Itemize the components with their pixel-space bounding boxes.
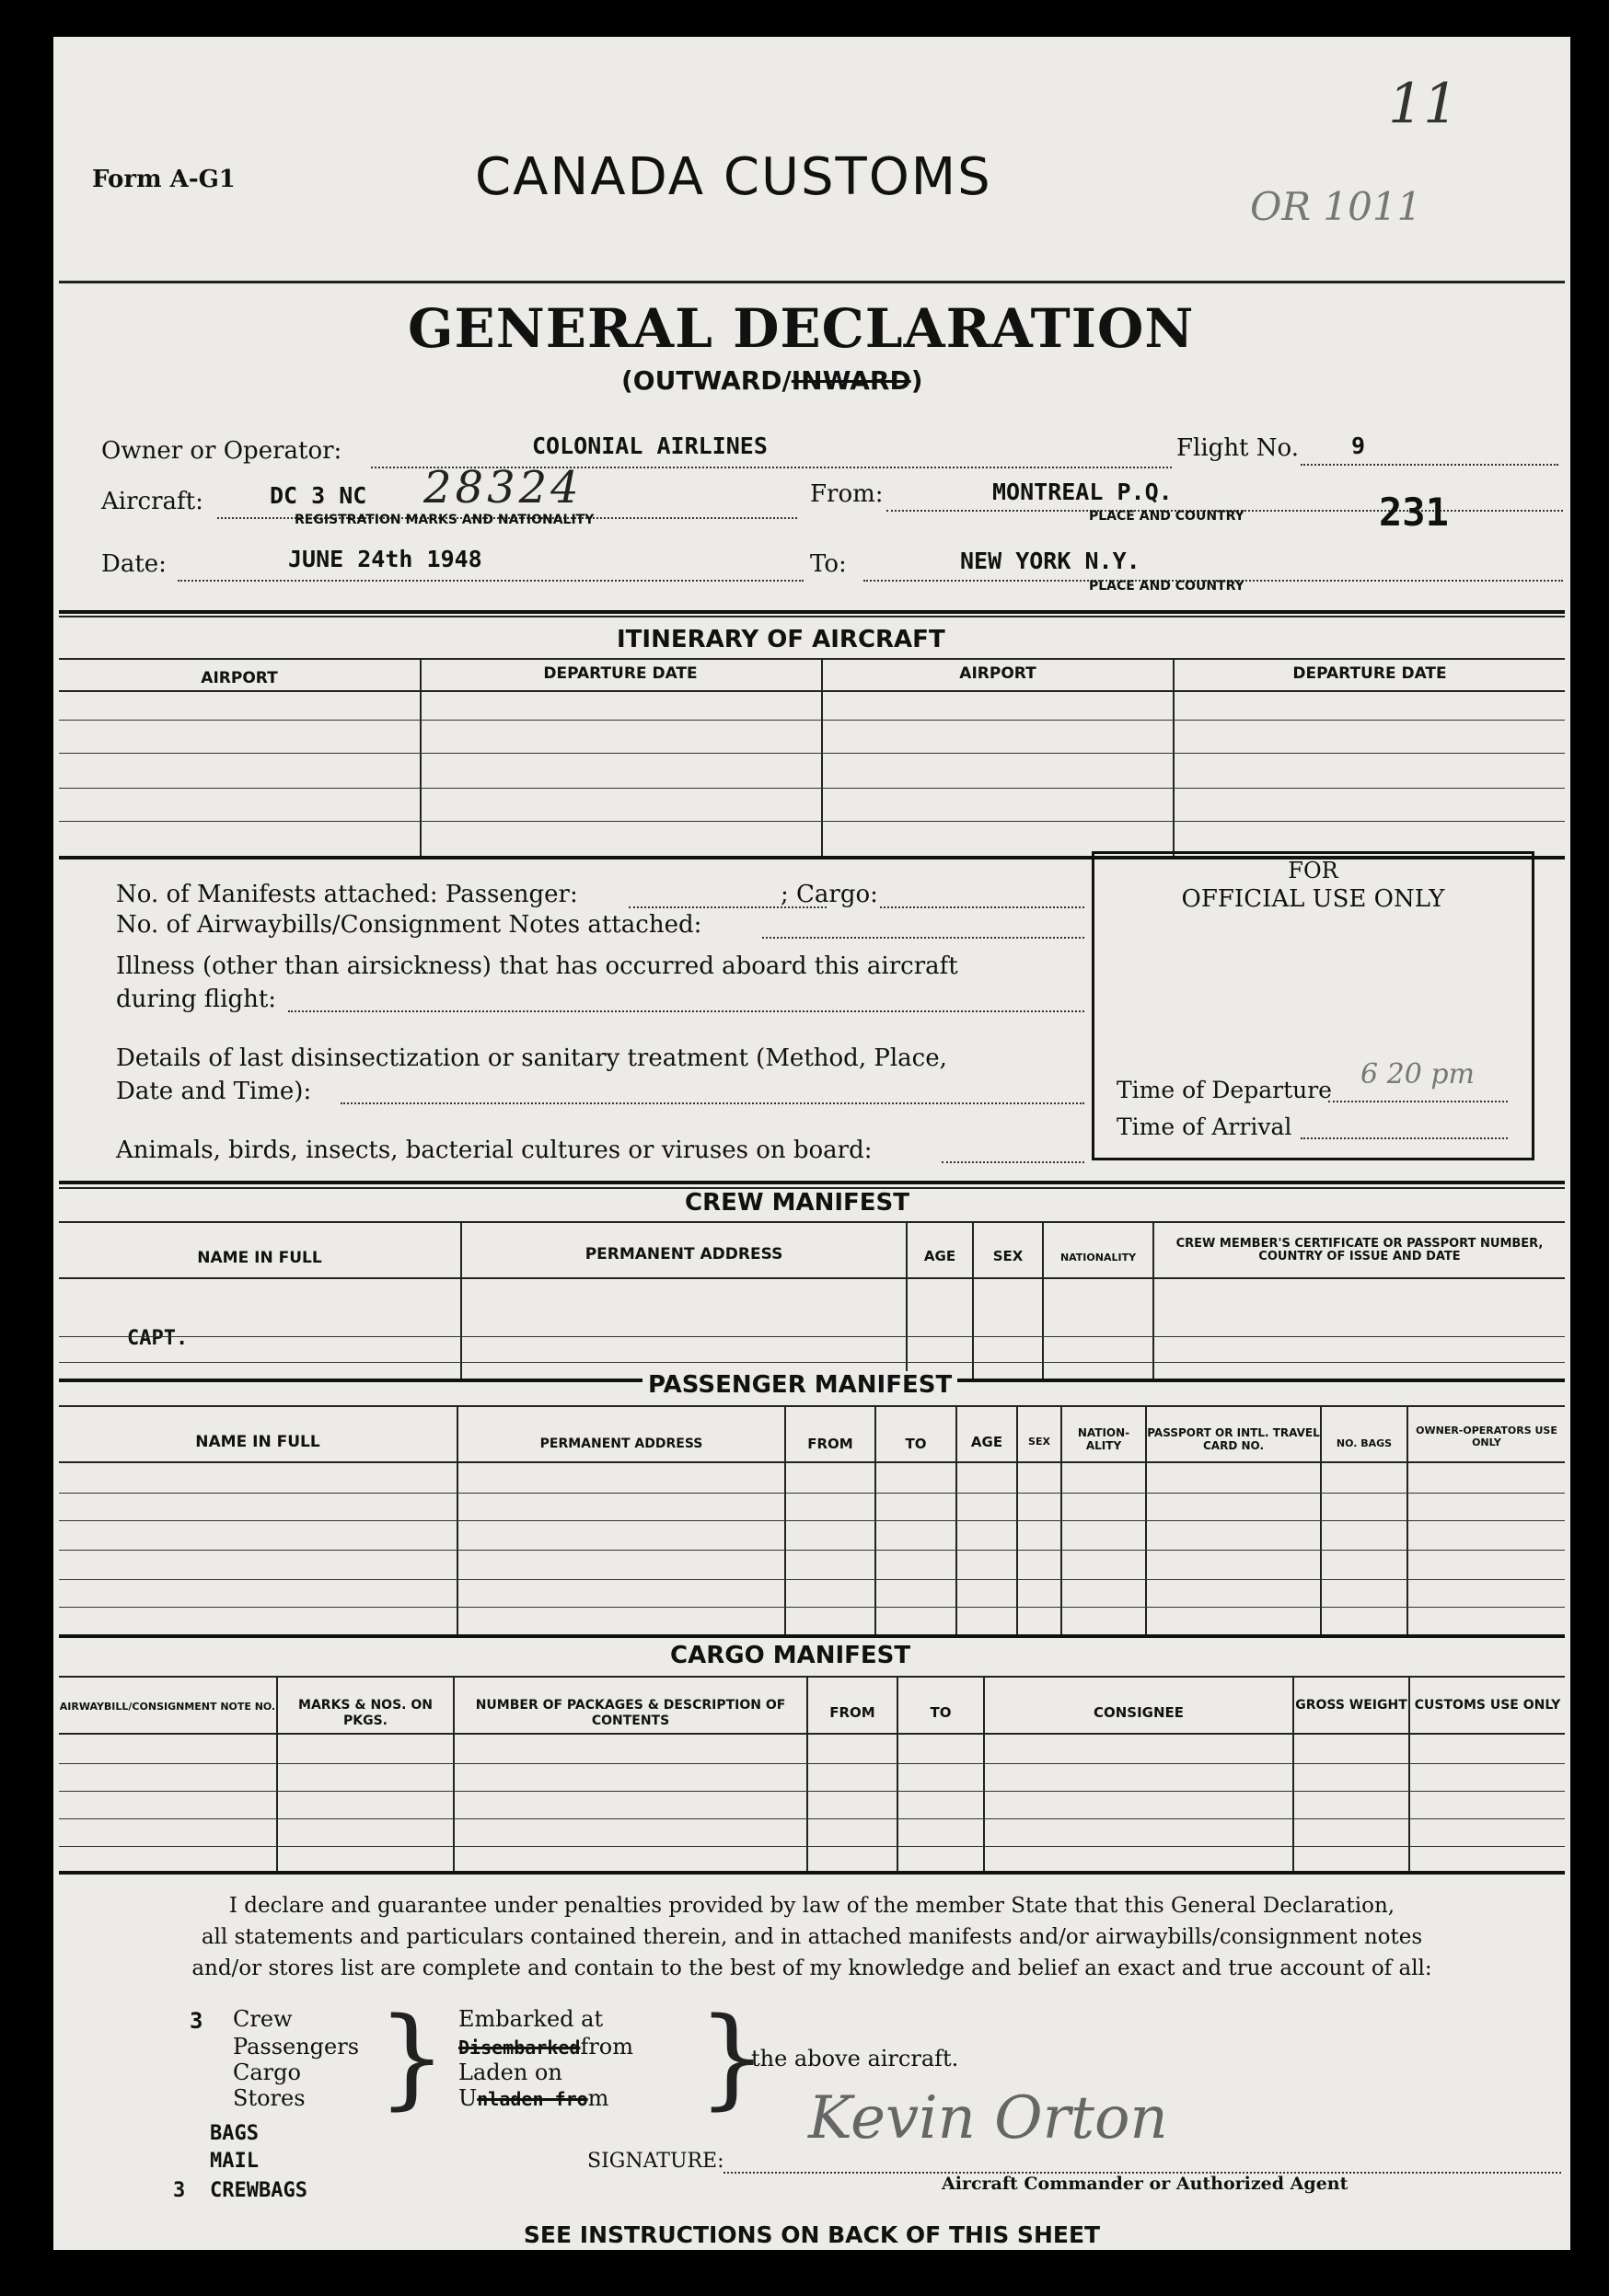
grid-line: [897, 1678, 898, 1871]
crew-title: CREW MANIFEST: [685, 1189, 910, 1217]
crew-col-name: NAME IN FULL: [197, 1249, 322, 1267]
signature-value: Kevin Orton: [808, 2084, 1168, 2152]
grid-line: [983, 1678, 985, 1871]
date-value[interactable]: JUNE 24th 1948: [288, 546, 482, 572]
rule: [59, 1493, 1565, 1494]
owner-value[interactable]: COLONIAL AIRLINES: [532, 433, 768, 459]
rule: [59, 720, 1565, 721]
rule: [59, 1607, 1565, 1608]
passenger-col-nationality: NATION-ALITY: [1077, 1426, 1130, 1452]
passenger-col-name: NAME IN FULL: [195, 1433, 320, 1451]
rule: [59, 1181, 1565, 1184]
rule: [59, 1579, 1565, 1580]
grid-line: [1060, 1407, 1062, 1635]
passenger-col-passport: PASSPORT OR INTL. TRAVEL CARD NO.: [1147, 1426, 1320, 1452]
rule: [59, 281, 1565, 283]
rule: [59, 1871, 1565, 1875]
flight-line: [1301, 464, 1558, 466]
from-value[interactable]: MONTREAL P.Q.: [992, 479, 1173, 505]
illness-question-1: Illness (other than airsickness) that has occurred aboard this aircraft: [116, 952, 958, 980]
rule: [59, 1461, 1565, 1463]
handwritten-corner-number: 11: [1388, 72, 1459, 136]
flight-value[interactable]: 9: [1351, 433, 1366, 459]
grid-line: [453, 1678, 455, 1871]
cargo-col-customs: CUSTOMS USE ONLY: [1414, 1698, 1561, 1713]
answer-line[interactable]: [341, 1102, 1084, 1104]
disinsect-question-2: Date and Time):: [116, 1078, 312, 1105]
departure-time-label: Time of Departure: [1117, 1077, 1332, 1103]
cargo-col-to: TO: [930, 1704, 952, 1721]
itinerary-col-airport-2: AIRPORT: [959, 664, 1036, 683]
rule: [59, 610, 1565, 614]
itinerary-col-date-2: DEPARTURE DATE: [1292, 664, 1447, 683]
itinerary-title: ITINERARY OF AIRCRAFT: [617, 626, 945, 653]
grid-line: [1016, 1407, 1018, 1635]
grid-line: [955, 1407, 957, 1635]
rule: [59, 788, 1565, 789]
passengers-label: Passengers: [233, 2034, 360, 2059]
extra-bags[interactable]: BAGS: [210, 2122, 259, 2145]
itinerary-col-airport-1: AIRPORT: [201, 669, 278, 687]
passenger-col-from: FROM: [807, 1436, 853, 1452]
grid-line: [1292, 1678, 1294, 1871]
rule: [59, 1846, 1565, 1847]
extra-crewbags[interactable]: CREWBAGS: [210, 2179, 307, 2202]
grid-line: [874, 1407, 876, 1635]
departure-time-line: [1328, 1101, 1508, 1102]
stamp-number: 231: [1379, 490, 1449, 535]
itinerary-col-date-1: DEPARTURE DATE: [543, 664, 698, 683]
rule: [59, 1550, 1565, 1551]
crew-col-address: PERMANENT ADDRESS: [585, 1245, 783, 1263]
rule: [59, 1763, 1565, 1764]
from-label: From:: [810, 480, 884, 508]
grid-line: [276, 1678, 278, 1871]
crew-count[interactable]: 3: [190, 2008, 203, 2034]
animals-question: Animals, birds, insects, bacterial cultures or viruses on board:: [116, 1136, 873, 1164]
to-label: To:: [810, 550, 847, 578]
rule: [59, 1520, 1565, 1521]
departure-time-value[interactable]: 6 20 pm: [1360, 1058, 1475, 1090]
left-brace: }: [377, 1993, 447, 2120]
embarked-label: Embarked at: [458, 2006, 604, 2032]
airwaybills-question: No. of Airwaybills/Consignment Notes attached:: [116, 911, 702, 939]
crew-col-sex: SEX: [992, 1248, 1024, 1264]
cargo-col-description: NUMBER OF PACKAGES & DESCRIPTION OF CONTENTS: [475, 1698, 786, 1728]
aircraft-typed[interactable]: DC 3 NC: [270, 482, 367, 509]
from-word: from: [580, 2034, 634, 2059]
grid-line: [906, 1223, 908, 1379]
grid-line: [460, 1223, 462, 1379]
crew-col-certificate: CREW MEMBER'S CERTIFICATE OR PASSPORT NUMBER, COUNTRY OF ISSUE AND DATE: [1175, 1237, 1544, 1263]
passenger-col-bags: NO. BAGS: [1336, 1437, 1393, 1449]
cargo-question: ; Cargo:: [781, 881, 878, 908]
disembarked-struck: Disembarked: [458, 2036, 581, 2059]
arrival-time-line: [1301, 1137, 1508, 1139]
subtitle-close: ): [910, 365, 923, 396]
rule: [59, 753, 1565, 754]
direction-subtitle: [621, 365, 923, 396]
rule: [59, 1221, 1565, 1223]
official-title: OFFICIAL USE ONLY: [1181, 885, 1445, 913]
handwritten-reference: OR 1011: [1250, 184, 1422, 229]
cargo-col-marks: MARKS & NOS. ON PKGS.: [298, 1698, 433, 1728]
cargo-col-from: FROM: [829, 1704, 875, 1721]
rule: [59, 1362, 1565, 1363]
grid-line: [1406, 1407, 1408, 1635]
declaration-line-3: and/or stores list are complete and contain to the best of my knowledge and belief an exact and true account of all:: [191, 1956, 1432, 1980]
date-label: Date:: [101, 550, 167, 578]
place-caption-to: PLACE AND COUNTRY: [1089, 579, 1244, 594]
signature-caption: Aircraft Commander or Authorized Agent: [942, 2174, 1349, 2194]
answer-line[interactable]: [288, 1010, 1084, 1012]
rule: [59, 1791, 1565, 1792]
rule: [59, 1277, 1565, 1279]
grid-line: [784, 1407, 786, 1635]
cargo-col-consignee: CONSIGNEE: [1093, 1704, 1185, 1721]
disembarked-line: [458, 2034, 633, 2059]
to-value[interactable]: NEW YORK N.Y.: [960, 548, 1140, 574]
extra-mail[interactable]: MAIL: [210, 2150, 259, 2173]
crew-label: Crew: [233, 2006, 293, 2032]
manifests-question: No. of Manifests attached: Passenger:: [116, 881, 578, 908]
aircraft-label: Aircraft:: [101, 488, 203, 515]
place-caption-from: PLACE AND COUNTRY: [1089, 509, 1244, 524]
arrival-time-label: Time of Arrival: [1117, 1113, 1292, 1140]
grid-line: [1320, 1407, 1322, 1635]
passenger-col-sex: SEX: [1028, 1436, 1050, 1448]
signature-label: SIGNATURE:: [587, 2150, 724, 2173]
disinsect-question-1: Details of last disinsectization or sanitary treatment (Method, Place,: [116, 1044, 947, 1072]
outward-label: (OUTWARD/: [621, 365, 792, 396]
crew-col-nationality: NATIONALITY: [1059, 1252, 1137, 1263]
passenger-col-address: PERMANENT ADDRESS: [539, 1436, 703, 1451]
rule: [59, 1733, 1565, 1735]
grid-line: [1042, 1223, 1044, 1379]
above-aircraft-text: the above aircraft.: [751, 2046, 959, 2071]
declaration-line-1: I declare and guarantee under penalties provided by law of the member State that this General Declaration,: [228, 1894, 1395, 1918]
cargo-title: CARGO MANIFEST: [670, 1642, 911, 1669]
grid-line: [972, 1223, 974, 1379]
passenger-col-owner: OWNER-OPERATORS USE ONLY: [1416, 1425, 1557, 1448]
grid-line: [1408, 1678, 1410, 1871]
stores-label: Stores: [233, 2085, 306, 2111]
rule: [59, 658, 1565, 660]
answer-line[interactable]: [762, 937, 1084, 939]
rule: [59, 690, 1565, 692]
official-for: FOR: [1288, 858, 1338, 883]
rule: [59, 1676, 1565, 1678]
inward-label-struck: INWARD: [791, 365, 911, 396]
passenger-col-age: AGE: [970, 1434, 1003, 1450]
unladen-line: [458, 2085, 608, 2111]
rule: [59, 821, 1565, 822]
instructions-footer: SEE INSTRUCTIONS ON BACK OF THIS SHEET: [523, 2221, 1101, 2248]
passenger-title: PASSENGER MANIFEST: [642, 1371, 957, 1399]
date-line: [178, 580, 804, 582]
illness-question-2: during flight:: [116, 986, 277, 1013]
grid-line: [1145, 1407, 1147, 1635]
grid-line: [1152, 1223, 1154, 1379]
passenger-col-to: TO: [905, 1436, 927, 1452]
form-id: Form A-G1: [92, 166, 236, 193]
owner-label: Owner or Operator:: [101, 437, 342, 465]
unladen-struck: nladen fro: [477, 2088, 588, 2110]
laden-label: Laden on: [458, 2059, 562, 2085]
crew-col-age: AGE: [923, 1248, 956, 1264]
form-page: [53, 37, 1570, 2250]
cargo-col-weight: GROSS WEIGHT: [1295, 1698, 1407, 1713]
grid-line: [457, 1407, 458, 1635]
aircraft-handwritten: 28324: [423, 462, 583, 513]
rule: [59, 1336, 1565, 1337]
cargo-col-airwaybill: AIRWAYBILL/CONSIGNMENT NOTE NO.: [59, 1701, 276, 1713]
rule: [59, 1405, 1565, 1407]
rule: [59, 616, 1565, 617]
flight-label: Flight No.: [1176, 434, 1299, 462]
answer-line[interactable]: [880, 906, 1084, 908]
extra-crewbags-count[interactable]: 3: [173, 2179, 186, 2202]
rule: [59, 1818, 1565, 1819]
declaration-line-2: all statements and particulars contained therein, and in attached manifests and/or airwaybills/consignment notes: [201, 1925, 1423, 1949]
cargo-label: Cargo: [233, 2059, 301, 2085]
answer-line[interactable]: [942, 1161, 1084, 1163]
grid-line: [806, 1678, 808, 1871]
rule: [59, 1634, 1565, 1638]
agency-title: CANADA CUSTOMS: [475, 147, 992, 207]
registration-caption: REGISTRATION MARKS AND NATIONALITY: [295, 513, 595, 527]
unladen-u: U: [458, 2085, 478, 2111]
document-title: GENERAL DECLARATION: [408, 297, 1195, 360]
unladen-m: m: [587, 2085, 609, 2111]
crew-row-name[interactable]: CAPT.: [127, 1327, 189, 1350]
right-brace: }: [698, 1993, 768, 2120]
